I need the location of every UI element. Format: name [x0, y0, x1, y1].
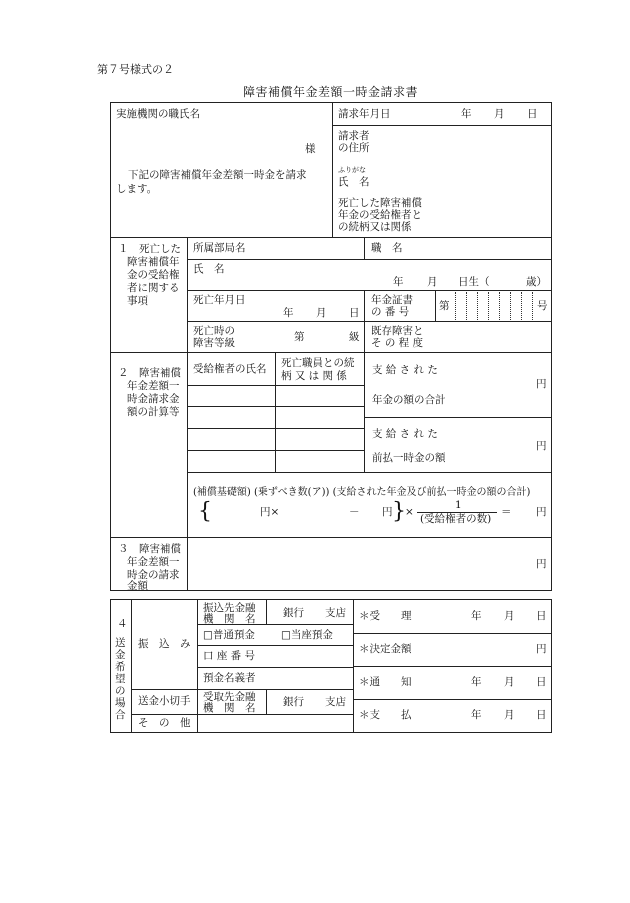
death-date-label: 死亡年月日: [193, 294, 246, 306]
relation-label-2: 年金の受給権者と: [338, 209, 422, 221]
claimant-name-label: 氏 名: [338, 176, 370, 188]
relation-label-3: の続柄又は関係: [338, 221, 412, 233]
s2-heading-4: 額の計算等: [127, 406, 180, 418]
notice-label: ＊通 知: [359, 676, 412, 688]
post-label: 職 名: [371, 242, 403, 254]
s2-heading-2: 年金差額一: [127, 380, 180, 392]
s2-relation-1: 死亡職員との続: [281, 357, 355, 369]
s3-heading-1: ３ 障害補償: [118, 543, 181, 555]
bank-label-1: 振込先金融: [203, 602, 256, 614]
furigana-label: ふりがな: [338, 166, 366, 174]
transfer-label: 振 込 み: [138, 638, 191, 650]
account-normal-checkbox[interactable]: □普通預金: [203, 629, 255, 641]
address-label-2: の住所: [338, 142, 370, 154]
decided-label: ＊決定金額: [359, 643, 412, 655]
paid-pension-1: 支 給 さ れ た: [372, 364, 438, 376]
formula-numerator: 1: [455, 499, 462, 511]
paid-lump-1: 支 給 さ れ た: [372, 428, 438, 440]
s1-heading-1: １ 死亡した: [118, 243, 181, 255]
s1-heading-2: 障害補償年: [127, 256, 180, 268]
deceased-name-label: 氏 名: [193, 263, 225, 275]
formula-denominator: (受給権者の数): [420, 513, 492, 525]
s4-number: ４: [117, 618, 128, 630]
s3-heading-4: 金額: [127, 580, 148, 592]
holder-label: 預金名義者: [203, 672, 256, 684]
recv-bank-label-1: 受取先金融: [203, 691, 256, 703]
agency-label: 実施機関の職氏名: [116, 108, 200, 120]
s3-heading-2: 年金差額一: [127, 556, 180, 568]
request-text-2: します。: [116, 183, 158, 195]
request-text-1: 下記の障害補償年金差額一時金を請求: [128, 169, 307, 181]
form-number: 第７号様式の２: [97, 63, 174, 76]
formula-brace-open: {: [198, 499, 212, 524]
s2-heading-1: ２ 障害補償: [118, 367, 181, 379]
existing-label-2: そ の 程 度: [371, 337, 424, 349]
formula-header: (補償基礎額) (乗ずべき数(ア)) (支給された年金及び前払一時金の額の合計): [193, 487, 531, 498]
relation-label-1: 死亡した障害補償: [338, 197, 422, 209]
accept-label: ＊受 理: [359, 610, 412, 622]
address-label-1: 請求者: [338, 130, 370, 142]
s3-heading-3: 時金の請求: [127, 569, 180, 581]
pension-no-label-2: の 番 号: [371, 306, 410, 318]
s1-heading-4: 者に関する: [127, 282, 180, 294]
form-title: 障害補償年金差額一時金請求書: [243, 85, 419, 99]
dept-label: 所属部局名: [193, 242, 246, 254]
recv-bank-value: 銀行 支店: [283, 696, 346, 708]
formula-brace-close: }: [392, 499, 406, 524]
s1-heading-5: 事項: [127, 295, 148, 307]
other-label: そ の 他: [138, 717, 191, 729]
grade-label-2: 障害等級: [193, 337, 235, 349]
recipient-name-label: 受給権者の氏名: [193, 363, 267, 375]
recv-bank-label-2: 機 関 名: [203, 702, 256, 714]
payment-label: ＊支 払: [359, 709, 412, 721]
check-label: 送金小切手: [138, 695, 191, 707]
paid-pension-2: 年金の額の合計: [372, 394, 446, 406]
paid-lump-2: 前払一時金の額: [372, 452, 446, 464]
s2-relation-2: 柄 又 は 関 係: [281, 370, 347, 382]
request-date-label: 請求年月日: [338, 108, 391, 120]
s1-heading-3: 金の受給権: [127, 269, 180, 281]
bank-label-2: 機 関 名: [203, 613, 256, 625]
grade-label-1: 死亡時の: [193, 325, 235, 337]
pension-no-label-1: 年金証書: [371, 294, 413, 306]
sama-label: 様: [305, 143, 316, 155]
s2-heading-3: 時金請求金: [127, 393, 180, 405]
bank-value: 銀行 支店: [283, 607, 346, 619]
account-current-checkbox[interactable]: □当座預金: [281, 629, 333, 641]
account-no-label: 口 座 番 号: [203, 650, 256, 662]
existing-label-1: 既存障害と: [371, 325, 424, 337]
